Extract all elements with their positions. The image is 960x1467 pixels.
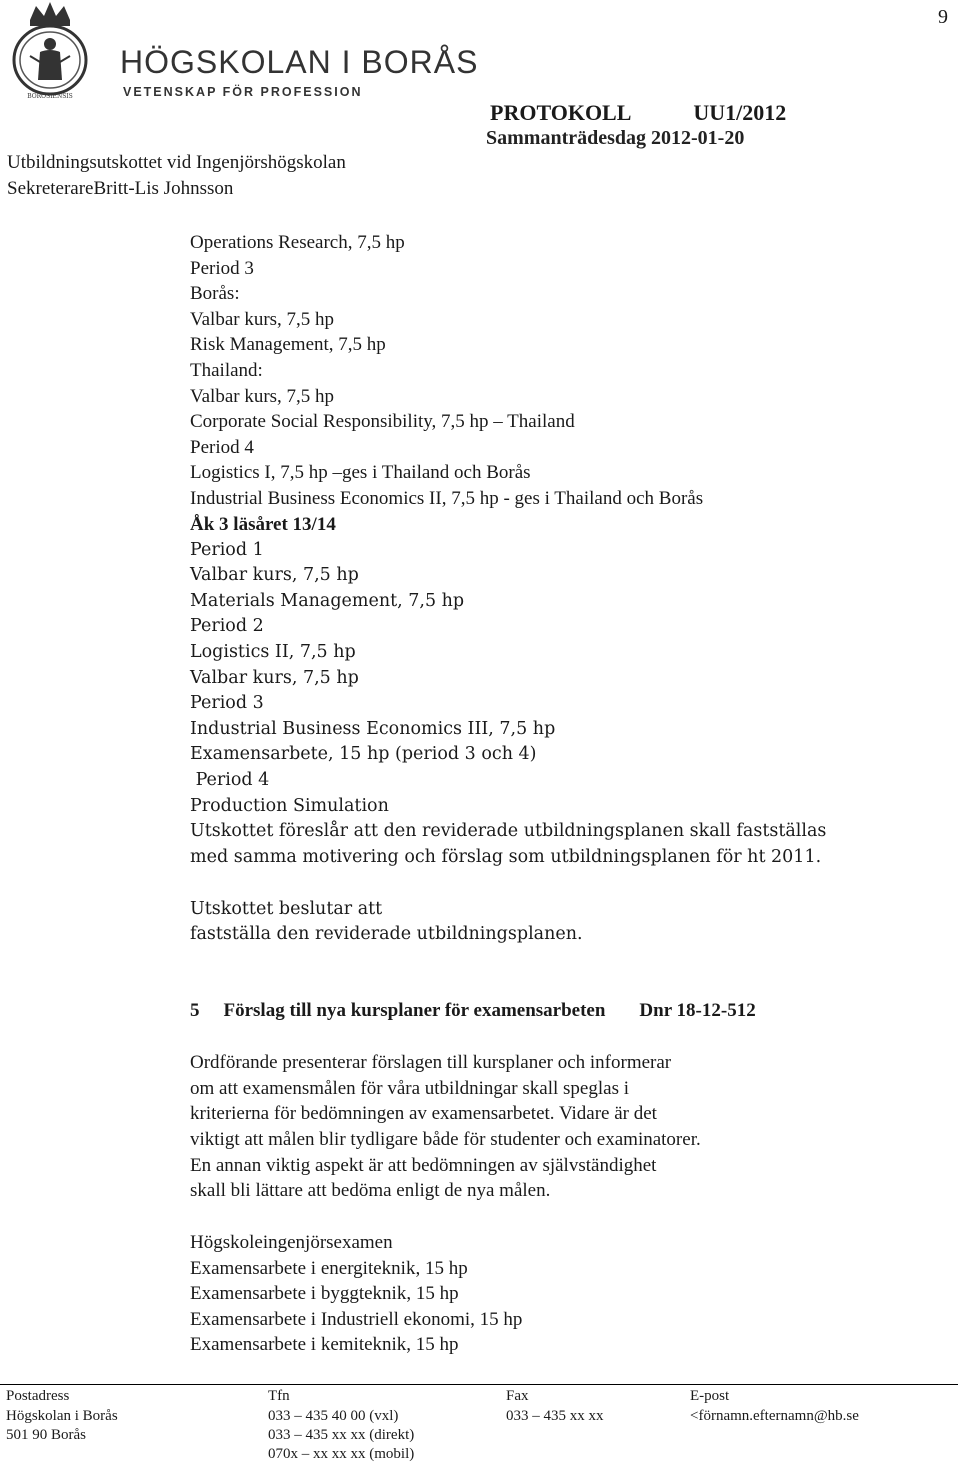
list-item: Period 4 bbox=[190, 770, 270, 790]
proposal-line: Utskottet föreslår att den reviderade utbildningsplanen skall fastställas bbox=[190, 821, 827, 841]
proposal-line: med samma motivering och förslag som utbildningsplanen för ht 2011. bbox=[190, 847, 822, 867]
list-item: Valbar kurs, 7,5 hp bbox=[190, 309, 335, 330]
year-heading: Åk 3 läsåret 13/14 bbox=[190, 514, 336, 535]
list-item: Logistics I, 7,5 hp –ges i Thailand och Borås bbox=[190, 462, 531, 483]
section-heading bbox=[190, 1000, 756, 1022]
decision-line: Utskottet beslutar att bbox=[190, 899, 383, 919]
footer-value: 501 90 Borås bbox=[6, 1427, 86, 1443]
list-item: Corporate Social Responsibility, 7,5 hp – Thailand bbox=[190, 411, 575, 432]
footer-label: Postadress bbox=[6, 1388, 70, 1404]
list-item: Industrial Business Economics III, 7,5 hp bbox=[190, 719, 556, 739]
list-item: Period 4 bbox=[190, 437, 254, 458]
section-dnr: Dnr 18-12-512 bbox=[639, 1000, 756, 1021]
list-item: Period 1 bbox=[190, 540, 264, 560]
footer-label: Tfn bbox=[268, 1388, 290, 1404]
list-item: Borås: bbox=[190, 283, 240, 304]
list-item: Examensarbete i byggteknik, 15 hp bbox=[190, 1283, 459, 1304]
decision-line: fastställa den reviderade utbildningsplanen. bbox=[190, 924, 583, 944]
list-item: Valbar kurs, 7,5 hp bbox=[190, 386, 335, 407]
list-item: Examensarbete i energiteknik, 15 hp bbox=[190, 1258, 468, 1279]
list-item: Industrial Business Economics II, 7,5 hp - ges i Thailand och Borås bbox=[190, 488, 704, 509]
list-item: Valbar kurs, 7,5 hp bbox=[190, 668, 359, 688]
secretary-name: SekreterareBritt-Lis Johnsson bbox=[7, 178, 234, 199]
list-item: Operations Research, 7,5 hp bbox=[190, 232, 405, 253]
svg-text:BOROSIENSIS: BOROSIENSIS bbox=[27, 93, 73, 100]
list-item: Thailand: bbox=[190, 360, 263, 381]
committee-name: Utbildningsutskottet vid Ingenjörshögskolan bbox=[7, 152, 346, 173]
footer-value: <förnamn.efternamn@hb.se bbox=[690, 1408, 859, 1424]
footer-label: Fax bbox=[506, 1388, 529, 1404]
footer-value: Högskolan i Borås bbox=[6, 1408, 118, 1424]
protocol-heading bbox=[490, 100, 786, 126]
section-number: 5 bbox=[190, 1000, 200, 1021]
section-title: Förslag till nya kursplaner för examensarbeten bbox=[223, 1000, 606, 1021]
paragraph-line: Ordförande presenterar förslagen till kursplaner och informerar bbox=[190, 1052, 672, 1073]
logo-tagline: VETENSKAP FÖR PROFESSION bbox=[123, 85, 363, 99]
footer-label: E-post bbox=[690, 1388, 730, 1404]
list-item: Logistics II, 7,5 hp bbox=[190, 642, 356, 662]
footer-value: 033 – 435 xx xx (direkt) bbox=[268, 1427, 415, 1443]
footer-value: 070x – xx xx xx (mobil) bbox=[268, 1446, 415, 1462]
list-item: Examensarbete i Industriell ekonomi, 15 hp bbox=[190, 1309, 523, 1330]
page-number: 9 bbox=[938, 6, 948, 28]
list-item: Högskoleingenjörsexamen bbox=[190, 1232, 393, 1253]
list-item: Examensarbete, 15 hp (period 3 och 4) bbox=[190, 744, 537, 764]
list-item: Valbar kurs, 7,5 hp bbox=[190, 565, 359, 585]
list-item: Risk Management, 7,5 hp bbox=[190, 334, 386, 355]
meeting-date: Sammanträdesdag 2012-01-20 bbox=[486, 127, 745, 149]
list-item: Period 2 bbox=[190, 616, 264, 636]
list-item: Production Simulation bbox=[190, 796, 389, 816]
paragraph-line: En annan viktig aspekt är att bedömningen av självständighet bbox=[190, 1155, 657, 1176]
list-item: Period 3 bbox=[190, 693, 264, 713]
paragraph-line: kriterierna för bedömningen av examensarbetet. Vidare är det bbox=[190, 1103, 657, 1124]
list-item: Examensarbete i kemiteknik, 15 hp bbox=[190, 1334, 459, 1355]
paragraph-line: skall bli lättare att bedöma enligt de nya målen. bbox=[190, 1180, 551, 1201]
university-logo bbox=[0, 0, 479, 110]
protocol-label: PROTOKOLL bbox=[490, 100, 632, 125]
logo-wordmark: HÖGSKOLAN I BORÅS bbox=[120, 44, 479, 80]
footer-value: 033 – 435 40 00 (vxl) bbox=[268, 1408, 399, 1424]
list-item: Period 3 bbox=[190, 258, 254, 279]
footer-divider bbox=[0, 1384, 958, 1385]
paragraph-line: viktigt att målen blir tydligare både för studenter och examinatorer. bbox=[190, 1129, 701, 1150]
list-item: Materials Management, 7,5 hp bbox=[190, 591, 465, 611]
footer-value: 033 – 435 xx xx bbox=[506, 1408, 604, 1424]
protocol-ref: UU1/2012 bbox=[693, 100, 787, 125]
paragraph-line: om att examensmålen för våra utbildningar skall speglas i bbox=[190, 1078, 629, 1099]
